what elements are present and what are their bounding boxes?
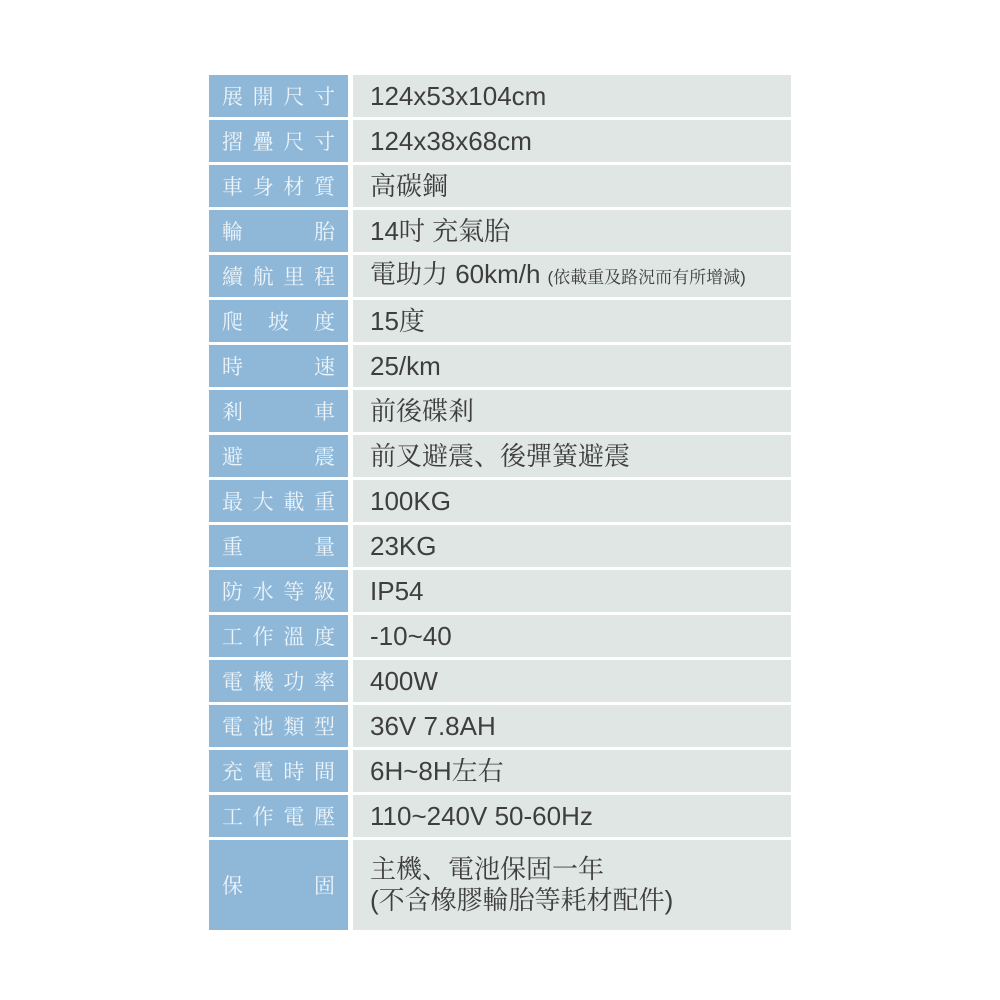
spec-value-cell (353, 570, 791, 612)
spec-label-cell (209, 750, 348, 792)
spec-label-cell (209, 165, 348, 207)
spec-label: 摺疊尺寸 (222, 131, 335, 154)
spec-row (209, 705, 791, 747)
spec-value: 110~240V 50-60Hz (370, 800, 593, 831)
spec-row (209, 435, 791, 477)
spec-row (209, 345, 791, 387)
spec-label-cell (209, 705, 348, 747)
spec-value-cell (353, 705, 791, 747)
spec-value: 400W (370, 665, 438, 696)
spec-value-group (370, 81, 546, 112)
spec-value-cell (353, 300, 791, 342)
spec-label-cell (209, 570, 348, 612)
spec-label: 最大載重 (222, 491, 335, 514)
spec-row (209, 120, 791, 162)
spec-label-cell (209, 660, 348, 702)
spec-value: 主機、電池保固一年 (370, 854, 605, 884)
spec-value-cell (353, 210, 791, 252)
spec-value: 14吋 充氣胎 (370, 215, 511, 246)
spec-row (209, 750, 791, 792)
spec-row (209, 165, 791, 207)
spec-label: 電池類型 (222, 716, 335, 739)
spec-value-group (370, 666, 438, 697)
spec-label-cell (209, 120, 348, 162)
spec-label: 工作溫度 (222, 626, 335, 649)
spec-value: 100KG (370, 485, 451, 516)
spec-value-group (370, 396, 474, 427)
spec-row (209, 660, 791, 702)
spec-value-cell (353, 795, 791, 837)
spec-value: 25/km (370, 350, 441, 381)
spec-label: 電機功率 (222, 671, 335, 694)
spec-value-group (370, 756, 504, 787)
spec-value-group (370, 854, 673, 916)
spec-value-group (370, 486, 451, 517)
spec-value-group (370, 306, 425, 337)
spec-value: 高碳鋼 (370, 170, 449, 201)
spec-value-group (370, 216, 510, 247)
spec-value-cell (353, 390, 791, 432)
spec-row (209, 75, 791, 117)
spec-row (209, 480, 791, 522)
spec-value-line2: (不含橡膠輪胎等耗材配件) (370, 885, 674, 915)
spec-row (209, 525, 791, 567)
spec-table (209, 75, 791, 933)
spec-label: 避震 (222, 446, 335, 469)
spec-row (209, 840, 791, 930)
spec-label: 剎車 (222, 401, 335, 424)
spec-value-group (370, 171, 448, 202)
spec-label-cell (209, 480, 348, 522)
spec-value-cell (353, 435, 791, 477)
spec-row (209, 300, 791, 342)
spec-value: 15度 (370, 305, 425, 336)
spec-label-cell (209, 255, 348, 297)
spec-value-group (370, 801, 593, 832)
spec-value-cell (353, 525, 791, 567)
spec-value-group (370, 711, 496, 742)
spec-value-cell (353, 840, 791, 930)
spec-row (209, 615, 791, 657)
spec-value: 124x53x104cm (370, 80, 547, 111)
spec-value-group (370, 621, 452, 652)
spec-label-cell (209, 525, 348, 567)
spec-value: -10~40 (370, 620, 452, 651)
spec-label: 輪胎 (222, 221, 335, 244)
spec-row (209, 390, 791, 432)
spec-value-group (370, 531, 437, 562)
spec-label-cell (209, 390, 348, 432)
spec-label-cell (209, 345, 348, 387)
spec-value-cell (353, 255, 791, 297)
spec-value: 6H~8H左右 (370, 755, 504, 786)
spec-value: 前叉避震、後彈簧避震 (370, 440, 631, 471)
spec-value: 124x38x68cm (370, 125, 532, 156)
spec-label-cell (209, 75, 348, 117)
spec-label-cell (209, 615, 348, 657)
spec-value-cell (353, 345, 791, 387)
spec-value-cell (353, 165, 791, 207)
spec-value-cell (353, 615, 791, 657)
spec-label-cell (209, 210, 348, 252)
spec-label-cell (209, 840, 348, 930)
spec-row (209, 210, 791, 252)
spec-row (209, 570, 791, 612)
spec-value: IP54 (370, 575, 424, 606)
spec-value-cell (353, 75, 791, 117)
spec-label: 工作電壓 (222, 806, 335, 829)
spec-label: 充電時間 (222, 761, 335, 784)
spec-label: 重量 (222, 536, 335, 559)
spec-value-group (370, 441, 630, 472)
spec-value-cell (353, 750, 791, 792)
spec-label: 時速 (222, 356, 335, 379)
spec-value: 前後碟剎 (370, 395, 475, 426)
spec-label: 車身材質 (222, 176, 335, 199)
spec-label-cell (209, 435, 348, 477)
spec-label: 防水等級 (222, 581, 335, 604)
spec-value-group (370, 351, 441, 382)
spec-label-cell (209, 300, 348, 342)
spec-label-cell (209, 795, 348, 837)
spec-value-group (370, 576, 424, 607)
spec-label: 展開尺寸 (222, 86, 335, 109)
spec-value-cell (353, 480, 791, 522)
spec-value: 電助力 60km/h (370, 259, 541, 289)
spec-value: 23KG (370, 530, 437, 561)
spec-label: 保固 (222, 875, 335, 898)
spec-label: 續航里程 (222, 266, 335, 289)
spec-value-cell (353, 660, 791, 702)
spec-row (209, 255, 791, 297)
spec-value-note: (依載重及路況而有所增減) (547, 268, 746, 287)
spec-value-cell (353, 120, 791, 162)
spec-value-group (370, 259, 746, 293)
spec-row (209, 795, 791, 837)
spec-value-group (370, 126, 532, 157)
spec-value: 36V 7.8AH (370, 710, 496, 741)
spec-label: 爬坡度 (222, 311, 335, 334)
